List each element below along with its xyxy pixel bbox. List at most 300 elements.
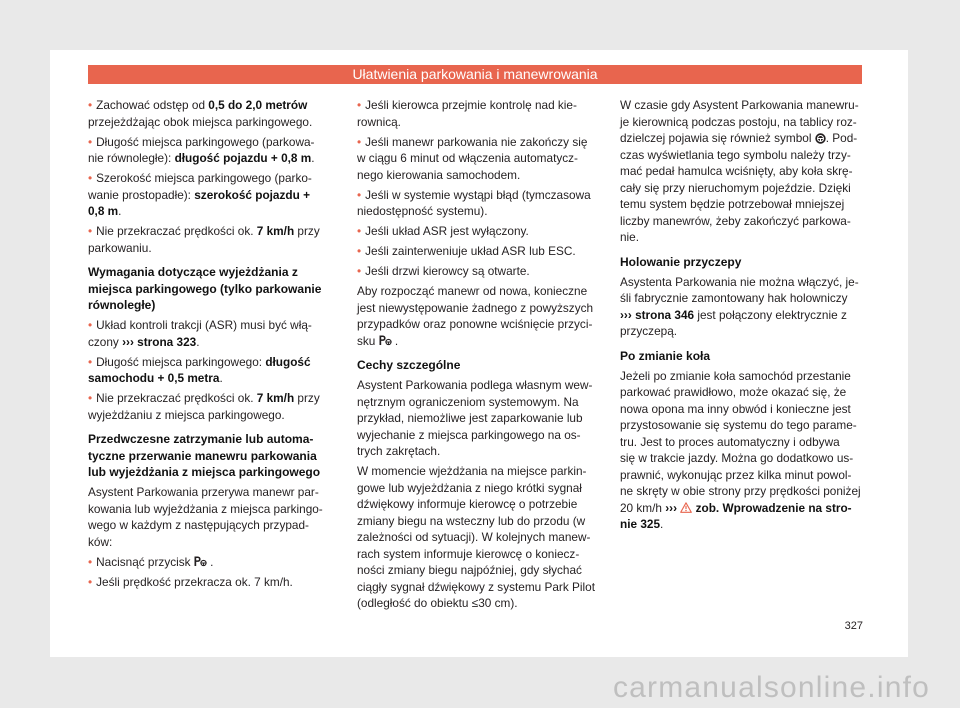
line-content <box>88 240 152 257</box>
line-content <box>620 348 710 365</box>
text-line <box>88 431 330 448</box>
text-line <box>357 546 599 563</box>
text-run: miejsca parkingowego (tylko parkowanie <box>88 281 322 296</box>
text-line <box>620 401 862 418</box>
line-content <box>88 501 323 518</box>
text-line <box>620 500 862 517</box>
text-run: parkowaniu. <box>88 240 152 255</box>
text-run: tyczne przerwanie manewru parkowania <box>88 448 317 463</box>
text-run: wyjechanie z miejsca parkingowego na os- <box>357 427 581 442</box>
text-run: gowe lub wyjeżdżania z niego krótki sygnał <box>357 480 582 495</box>
text-line <box>357 427 599 444</box>
text-line <box>357 529 599 546</box>
chapter-title: Ułatwienia parkowania i manewrowania <box>352 66 598 82</box>
line-content <box>620 196 844 213</box>
text-run: liczby manewrów, żeby zakończyć parkowa- <box>620 213 851 228</box>
text-run: Jeśli drzwi kierowcy są otwarte. <box>365 264 530 278</box>
text-line <box>357 203 599 220</box>
text-run: W momencie wjeżdżania na miejsce parkin- <box>357 464 587 478</box>
line-content <box>357 357 460 374</box>
text-run: Długość miejsca parkingowego (parkowa- <box>96 134 315 149</box>
text-run: je kierownicą podczas postoju, na tablicy roz- <box>620 114 857 129</box>
text-line <box>357 579 599 596</box>
text-line <box>620 254 862 271</box>
paragraph <box>620 274 862 340</box>
text-line <box>88 534 330 551</box>
text-run: dzielczej pojawia się również symbol <box>620 131 815 145</box>
text-run: Asystenta Parkowania nie można włączyć, je- <box>620 274 859 289</box>
text-run: zależności od sytuacji). W kolejnych manew- <box>357 530 591 544</box>
line-content <box>357 223 529 240</box>
text-run: Wymagania dotyczące wyjeżdżania z <box>88 265 298 279</box>
line-content <box>357 114 401 131</box>
bullet-item <box>88 170 330 220</box>
line-content <box>620 368 851 385</box>
text-line <box>88 97 330 114</box>
line-content <box>357 167 520 184</box>
text-line <box>620 180 862 197</box>
text-line <box>88 150 330 167</box>
text-run: ności zmiany biegu najpóźniej, gdy słychać <box>357 563 582 577</box>
text-line <box>88 517 330 534</box>
text-run: mać pedał hamulca wciśnięty, aby koła skrę- <box>620 164 853 178</box>
line-content <box>620 450 853 467</box>
line-content <box>88 97 307 114</box>
text-line <box>357 394 599 411</box>
line-content <box>357 496 577 513</box>
text-run: niedostępność systemu). <box>357 204 488 218</box>
line-content <box>357 377 592 394</box>
text-column-right <box>620 97 862 533</box>
text-line <box>357 114 599 131</box>
bullet-item <box>357 97 599 130</box>
line-content <box>357 427 581 444</box>
bold-text: nie 325 <box>620 517 661 531</box>
bullet-item <box>88 134 330 167</box>
line-content <box>620 229 639 246</box>
line-content <box>88 114 312 131</box>
text-run: wego w każdym z następujących przypad- <box>88 518 309 532</box>
watermark: carmanualsonline.info <box>612 671 930 704</box>
bold-text: samochodu + 0,5 metra <box>88 371 220 385</box>
bullet-item <box>88 354 330 387</box>
bullet-item <box>357 263 599 280</box>
text-line <box>620 348 862 365</box>
text-run: . Pod- <box>825 131 858 145</box>
text-line <box>357 333 599 350</box>
text-line <box>620 417 862 434</box>
text-line <box>88 187 330 204</box>
bullet-item <box>357 187 599 220</box>
text-run: czas wyświetlania tego symbolu należy trzy- <box>620 147 851 162</box>
text-line <box>357 223 599 240</box>
line-content <box>88 170 312 187</box>
text-run: kowania lub wyjeżdżania z miejsca parkingo- <box>88 501 323 516</box>
text-run: czony <box>88 334 123 349</box>
text-line <box>88 448 330 465</box>
text-run: tru. Jest to proces automatyczny i odbywa <box>620 434 840 449</box>
text-run: Długość miejsca parkingowego: <box>96 354 266 369</box>
text-line <box>620 384 862 401</box>
text-run: Jeśli kierowca przejmie kontrolę nad kie- <box>365 98 577 112</box>
line-content <box>620 384 846 401</box>
text-line <box>620 467 862 484</box>
text-line <box>88 317 330 334</box>
text-line <box>357 513 599 530</box>
text-line <box>357 443 599 460</box>
bold-text: ››› strona 323 <box>122 334 197 349</box>
park-assist-button-icon <box>379 335 392 346</box>
text-run: . <box>391 333 399 348</box>
text-run: przyczepą. <box>620 324 678 338</box>
line-content <box>88 484 319 501</box>
text-line <box>620 147 862 164</box>
text-line <box>357 377 599 394</box>
line-content <box>357 243 576 260</box>
text-line <box>357 410 599 427</box>
line-content <box>620 180 851 197</box>
line-content <box>357 579 595 596</box>
text-run: 20 km/h <box>620 500 666 515</box>
text-run: nie. <box>620 230 640 244</box>
line-content <box>357 316 592 333</box>
text-run: nego kierowania samochodem. <box>357 167 521 182</box>
text-line <box>620 290 862 307</box>
line-content <box>357 595 518 612</box>
bold-text: szerokość pojazdu + <box>194 187 310 202</box>
text-run: wanie prostopadłe): <box>88 187 195 202</box>
steering-symbol-icon <box>815 133 826 144</box>
text-run: przy <box>294 224 320 238</box>
line-content <box>88 390 320 407</box>
bold-text: ››› <box>665 500 678 515</box>
text-line <box>620 450 862 467</box>
text-run: przypadków oraz ponowne wciśnięcie przyci- <box>357 317 593 331</box>
text-line <box>620 213 862 230</box>
text-line <box>88 297 330 314</box>
line-content <box>357 410 583 427</box>
text-line <box>620 97 862 114</box>
text-run: ciągły sygnał dźwiękowy z systemu Park Pilot <box>357 579 595 594</box>
text-line <box>357 134 599 151</box>
text-run: Jeśli manewr parkowania nie zakończy się <box>365 134 588 149</box>
line-content <box>620 307 847 324</box>
bullet-item <box>357 223 599 240</box>
text-line <box>357 187 599 204</box>
line-content <box>357 562 582 579</box>
warning-icon <box>680 502 692 513</box>
line-content <box>88 281 321 298</box>
bullet-item <box>88 554 330 571</box>
line-content <box>620 483 861 500</box>
text-line <box>88 334 330 351</box>
text-run: przejeżdżając obok miejsca parkingowego. <box>88 114 313 129</box>
text-line <box>357 562 599 579</box>
text-line <box>357 316 599 333</box>
text-run: Szerokość miejsca parkingowego (parko- <box>96 171 312 185</box>
line-content <box>357 97 577 114</box>
text-line <box>620 307 862 324</box>
line-content <box>620 97 859 114</box>
text-run: Jeśli prędkość przekracza ok. 7 km/h. <box>96 574 293 589</box>
line-content <box>88 334 199 351</box>
line-content <box>88 574 293 591</box>
paragraph <box>88 484 330 550</box>
text-run: W czasie gdy Asystent Parkowania manewru- <box>620 98 859 112</box>
line-content <box>357 513 585 530</box>
bold-text: 7 km/h <box>256 391 295 405</box>
text-line <box>357 357 599 374</box>
text-run: Jeżeli po zmianie koła samochód przestanie <box>620 368 851 383</box>
text-run: Zachować odstęp od <box>96 98 209 112</box>
text-run: zmiany biegu na wsteczny lub do przodu (w <box>357 513 586 528</box>
line-content <box>88 370 223 387</box>
text-run: trych zakrętach. <box>357 444 441 458</box>
line-content <box>88 354 311 371</box>
line-content <box>620 401 851 418</box>
line-content <box>88 317 312 334</box>
bold-text: ››› strona 346 <box>620 307 695 322</box>
text-line <box>88 390 330 407</box>
text-line <box>357 463 599 480</box>
paragraph <box>620 368 862 533</box>
text-run: Układ kontroli trakcji (ASR) musi być włą- <box>96 318 312 332</box>
text-run: Po zmianie koła <box>620 348 711 363</box>
text-run: nie równoległe): <box>88 151 175 165</box>
line-content <box>88 517 309 534</box>
text-run: . <box>196 334 200 349</box>
line-content <box>620 500 852 517</box>
text-line <box>620 483 862 500</box>
text-run: . <box>206 554 214 569</box>
text-line <box>88 223 330 240</box>
text-line <box>357 595 599 612</box>
text-run: Holowanie przyczepy <box>620 254 742 269</box>
text-run: Jeśli układ ASR jest wyłączony. <box>365 224 529 238</box>
text-line <box>357 97 599 114</box>
line-content <box>357 150 578 167</box>
line-content <box>357 529 590 546</box>
text-line <box>88 134 330 151</box>
text-line <box>620 323 862 340</box>
text-line <box>88 484 330 501</box>
line-content <box>357 480 582 497</box>
bold-text: 0,5 do 2,0 metrów <box>208 98 308 112</box>
line-content <box>620 213 851 230</box>
line-content <box>88 264 298 281</box>
text-line <box>357 263 599 280</box>
text-line <box>357 167 599 184</box>
bold-text: długość <box>265 354 311 369</box>
line-content <box>357 203 488 220</box>
text-line <box>88 554 330 571</box>
text-run: . <box>219 371 223 385</box>
paragraph <box>357 377 599 460</box>
line-content <box>620 114 857 131</box>
text-line <box>88 240 330 257</box>
line-content <box>88 187 310 204</box>
line-content <box>620 147 851 164</box>
text-line <box>88 501 330 518</box>
page-number: 327 <box>844 620 863 632</box>
section-heading <box>620 254 862 271</box>
text-line <box>357 150 599 167</box>
line-content <box>88 407 285 424</box>
text-run: . <box>118 204 122 218</box>
text-run: jest niewystępowanie żadnego z powyższych <box>357 300 594 315</box>
text-run: się w trakcie jazdy. Można go dodatkowo us- <box>620 451 854 465</box>
text-line <box>88 170 330 187</box>
text-run: w ciągu 6 minut od włączenia automatycz- <box>357 151 578 165</box>
text-column-left <box>88 97 330 590</box>
text-run: Aby rozpocząć manewr od nowa, konieczne <box>357 284 588 298</box>
line-content <box>357 300 593 317</box>
manual-page <box>50 50 908 657</box>
text-run: parkować prawidłowo, może okazać się, że <box>620 385 847 399</box>
bullet-item <box>88 97 330 130</box>
text-line <box>357 243 599 260</box>
line-content <box>620 323 677 340</box>
line-content <box>88 464 320 481</box>
text-run: temu system będzie potrzebował mniejszej <box>620 197 845 211</box>
text-run: . <box>311 151 315 165</box>
bullet-item <box>88 390 330 423</box>
line-content <box>88 203 121 220</box>
text-line <box>357 480 599 497</box>
text-line <box>620 516 862 533</box>
text-run: cały się przy nieruchomym pojeździe. Dzięki <box>620 180 851 195</box>
text-column-middle <box>357 97 599 612</box>
text-run: prawnić, wykonując przez kilka minut powol- <box>620 467 852 482</box>
text-run: rownicą. <box>357 114 401 129</box>
text-run: przykład, niemożliwe jest zaparkowanie lub <box>357 411 583 425</box>
text-line <box>620 130 862 147</box>
line-content <box>88 297 155 314</box>
line-content <box>357 443 440 460</box>
text-line <box>88 264 330 281</box>
text-run: nętrznym ograniczeniom systemowym. Na <box>357 394 579 409</box>
section-heading <box>357 357 599 374</box>
text-run: równoległe) <box>88 298 156 312</box>
text-run: przystosowanie się systemu do tego parame- <box>620 418 857 432</box>
text-run: Przedwczesne zatrzymanie lub automa- <box>88 432 314 446</box>
text-line <box>88 281 330 298</box>
text-run: (odległość do obiektu ≤30 cm). <box>357 596 518 610</box>
line-content <box>620 290 848 307</box>
text-run: Nie przekraczać prędkości ok. <box>96 391 257 405</box>
text-run: Asystent Parkowania przerywa manewr par- <box>88 485 319 499</box>
text-line <box>620 274 862 291</box>
park-assist-button-icon <box>194 556 207 567</box>
line-content <box>620 417 857 434</box>
line-content <box>88 223 320 240</box>
line-content <box>620 254 741 271</box>
text-run: lub wyjeżdżania z miejsca parkingowego <box>88 465 321 479</box>
text-run: nowa opona ma inny obwód i konieczne jest <box>620 401 851 416</box>
line-content <box>357 463 586 480</box>
section-heading <box>88 431 330 481</box>
line-content <box>88 134 314 151</box>
paragraph <box>357 283 599 349</box>
text-line <box>88 354 330 371</box>
line-content <box>620 274 859 291</box>
text-line <box>620 229 862 246</box>
text-line <box>88 114 330 131</box>
text-run: Cechy szczególne <box>357 358 461 372</box>
line-content <box>620 163 853 180</box>
line-content <box>88 448 317 465</box>
bold-text: 7 km/h <box>256 224 295 238</box>
text-line <box>88 407 330 424</box>
text-run: ne skręty w obie strony przy prędkości poniżej <box>620 484 861 498</box>
text-line <box>620 434 862 451</box>
text-line <box>88 574 330 591</box>
line-content <box>88 431 313 448</box>
text-run: rach system informuje kierowcę o koniecz- <box>357 546 580 561</box>
line-content <box>620 467 851 484</box>
bullet-item <box>88 574 330 591</box>
bold-text: długość pojazdu + 0,8 m <box>174 151 312 165</box>
line-content <box>620 516 663 533</box>
paragraph <box>357 463 599 612</box>
text-run: ków: <box>88 534 113 549</box>
text-run: . <box>660 517 664 531</box>
text-line <box>620 368 862 385</box>
text-line <box>357 300 599 317</box>
line-content <box>88 150 315 167</box>
text-line <box>88 370 330 387</box>
text-run: Jeśli w systemie wystąpi błąd (tymczasowa <box>365 187 591 202</box>
line-content <box>620 130 857 147</box>
line-content <box>620 434 840 451</box>
text-run: wyjeżdżaniu z miejsca parkingowego. <box>88 407 285 422</box>
bold-text: zob. Wprowadzenie na stro- <box>695 500 852 515</box>
bullet-item <box>88 223 330 256</box>
bullet-item <box>357 243 599 260</box>
line-content <box>88 534 112 551</box>
section-heading <box>88 264 330 314</box>
text-line <box>88 203 330 220</box>
chapter-title-bar <box>88 65 862 84</box>
line-content <box>357 134 587 151</box>
text-run: Nacisnąć przycisk <box>96 554 194 569</box>
text-run: Nie przekraczać prędkości ok. <box>96 224 257 238</box>
bullet-item <box>357 134 599 184</box>
bullet-item <box>88 317 330 350</box>
text-run: Jeśli zainterweniuje układ ASR lub ESC. <box>365 244 576 258</box>
line-content <box>357 283 587 300</box>
text-line <box>357 283 599 300</box>
bold-text: 0,8 m <box>88 204 119 218</box>
text-run: śli fabrycznie zamontowany hak holowniczy <box>620 291 848 305</box>
text-run: dźwiękowy informuje kierowcę o potrzebie <box>357 497 578 511</box>
line-content <box>357 263 530 280</box>
line-content <box>357 333 398 350</box>
text-run: jest połączony elektrycznie z <box>694 307 847 322</box>
text-run: Asystent Parkowania podlega własnym wew- <box>357 378 593 392</box>
text-line <box>620 114 862 131</box>
line-content <box>88 554 213 571</box>
text-run: sku <box>357 333 379 348</box>
section-heading <box>620 348 862 365</box>
text-line <box>620 163 862 180</box>
line-content <box>357 187 591 204</box>
line-content <box>357 546 579 563</box>
text-line <box>357 496 599 513</box>
text-line <box>620 196 862 213</box>
text-run: przy <box>294 391 320 405</box>
line-content <box>357 394 579 411</box>
